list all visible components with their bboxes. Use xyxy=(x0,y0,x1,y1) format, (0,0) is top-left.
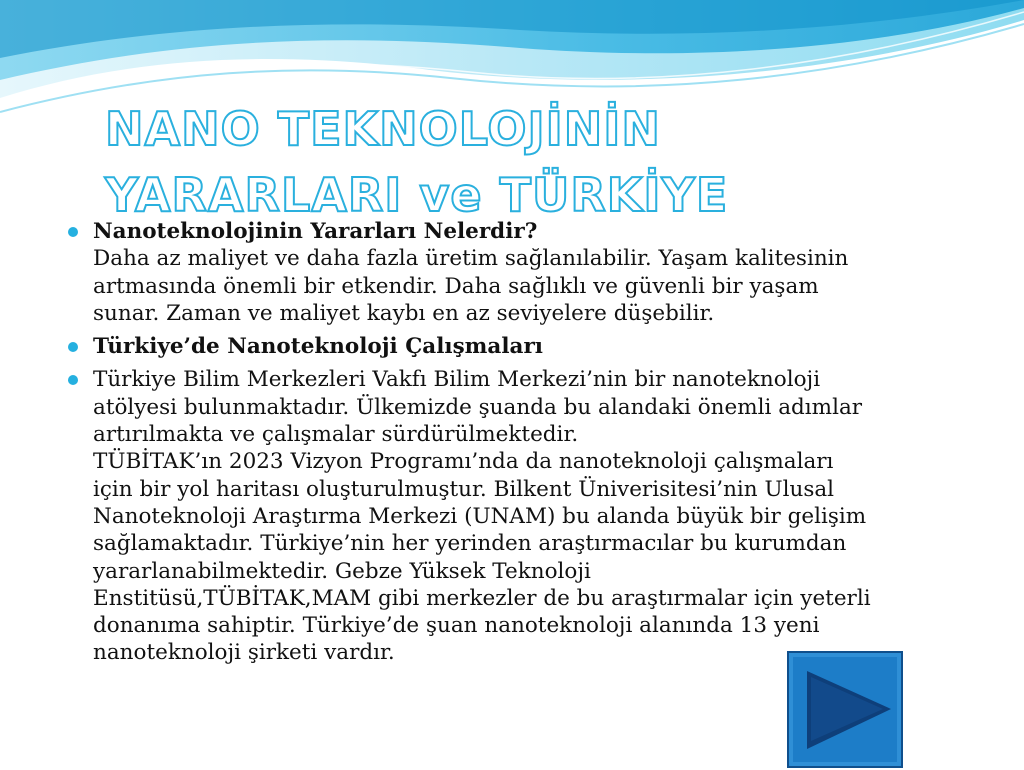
bullet-item-benefits xyxy=(64,218,984,327)
bullet-text-line: sunar. Zaman ve maliyet kaybı en az seviyelere düşebilir. xyxy=(93,300,715,326)
bullet-text-line: atölyesi bulunmaktadır. Ülkemizde şuanda bu alandaki önemli adımlar xyxy=(93,394,863,420)
slide-title xyxy=(105,96,985,228)
bullet-text-line: nanoteknoloji şirketi vardır. xyxy=(93,640,395,666)
bullet-list xyxy=(64,218,984,667)
next-slide-button[interactable] xyxy=(787,651,903,768)
bullet-text-line: artmasında önemli bir etkendir. Daha sağlıklı ve güvenli bir yaşam xyxy=(93,273,819,299)
bullet-text-line: Türkiye Bilim Merkezleri Vakfı Bilim Merkezi’nin bir nanoteknoloji xyxy=(93,367,821,393)
bullet-dot-icon xyxy=(68,227,78,237)
bullet-text-line: sağlamaktadır. Türkiye’nin her yerinden araştırmacılar bu kurumdan xyxy=(93,531,847,557)
bullet-dot-icon xyxy=(68,342,78,352)
bullet-text-line: için bir yol haritası oluşturulmuştur. Bilkent Üniverisitesi’nin Ulusal xyxy=(93,476,835,502)
bullet-text-line: Nanoteknoloji Araştırma Merkezi (UNAM) bu alanda büyük bir gelişim xyxy=(93,503,867,529)
bullet-text-line: Daha az maliyet ve daha fazla üretim sağlanılabilir. Yaşam kalitesinin xyxy=(93,246,849,272)
bullet-text-line: artırılmakta ve çalışmalar sürdürülmektedir. xyxy=(93,422,579,448)
bullet-text-line: Enstitüsü,TÜBİTAK,MAM gibi merkezler de bu araştırmalar için yeterli xyxy=(93,585,871,611)
bullet-heading: Nanoteknolojinin Yararları Nelerdir? xyxy=(93,219,538,244)
bullet-text-line: TÜBİTAK’ın 2023 Vizyon Programı’nda da nanoteknoloji çalışmaları xyxy=(93,449,834,475)
slide-title-line-2: YARARLARI ve TÜRKİYE xyxy=(105,168,729,222)
play-triangle-icon xyxy=(789,653,905,770)
bullet-item-turkey-details xyxy=(64,366,984,666)
bullet-text-line: yararlanabilmektedir. Gebze Yüksek Teknoloji xyxy=(93,558,591,584)
slide-title-line-1: NANO TEKNOLOJİNİN xyxy=(105,102,661,156)
bullet-heading: Türkiye’de Nanoteknoloji Çalışmaları xyxy=(93,334,543,360)
bullet-text-line: donanıma sahiptir. Türkiye’de şuan nanoteknoloji alanında 13 yeni xyxy=(93,613,820,639)
bullet-item-turkey-studies xyxy=(64,333,984,360)
bullet-dot-icon xyxy=(68,375,78,385)
